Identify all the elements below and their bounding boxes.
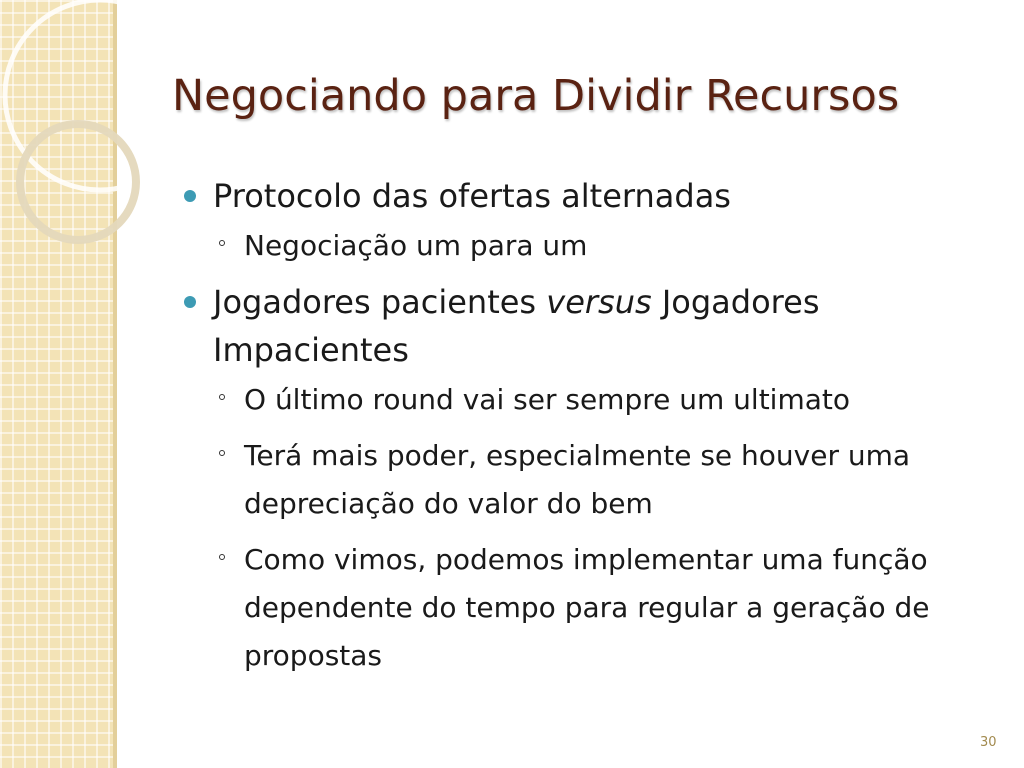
- subbullet-text: Como vimos, podemos implementar uma função dependente do tempo para regular a geração de propostas: [244, 543, 930, 672]
- subbullet-ring-icon: [219, 450, 225, 456]
- subbullet-item: [184, 376, 964, 424]
- bullet-item: [184, 172, 964, 220]
- bullet-dot-icon: [184, 296, 196, 308]
- subbullet-item: [184, 222, 964, 270]
- decorative-circle-large: [5, 0, 195, 190]
- decorative-circles: [0, 0, 200, 260]
- bullet-text-italic: versus: [546, 283, 652, 321]
- slide-title: Negociando para Dividir Recursos: [172, 71, 900, 121]
- subbullet-text: Negociação um para um: [244, 229, 588, 262]
- bullet-dot-icon: [184, 190, 196, 202]
- subbullet-item: [184, 536, 964, 680]
- bullet-text-part: Jogadores pacientes: [213, 283, 547, 321]
- slide-content: [184, 172, 964, 688]
- page-number: 30: [980, 735, 997, 750]
- subbullet-text: O último round vai ser sempre um ultimato: [244, 383, 850, 416]
- decorative-circle-small: [20, 124, 136, 240]
- subbullet-ring-icon: [219, 240, 225, 246]
- subbullet-text: Terá mais poder, especialmente se houver uma depreciação do valor do bem: [244, 439, 911, 520]
- bullet-text: Protocolo das ofertas alternadas: [213, 177, 731, 215]
- subbullet-ring-icon: [219, 394, 225, 400]
- bullet-text-part: Jogadores Impacientes: [213, 283, 820, 369]
- bullet-item: [184, 278, 964, 374]
- subbullet-ring-icon: [219, 554, 225, 560]
- subbullet-item: [184, 432, 964, 528]
